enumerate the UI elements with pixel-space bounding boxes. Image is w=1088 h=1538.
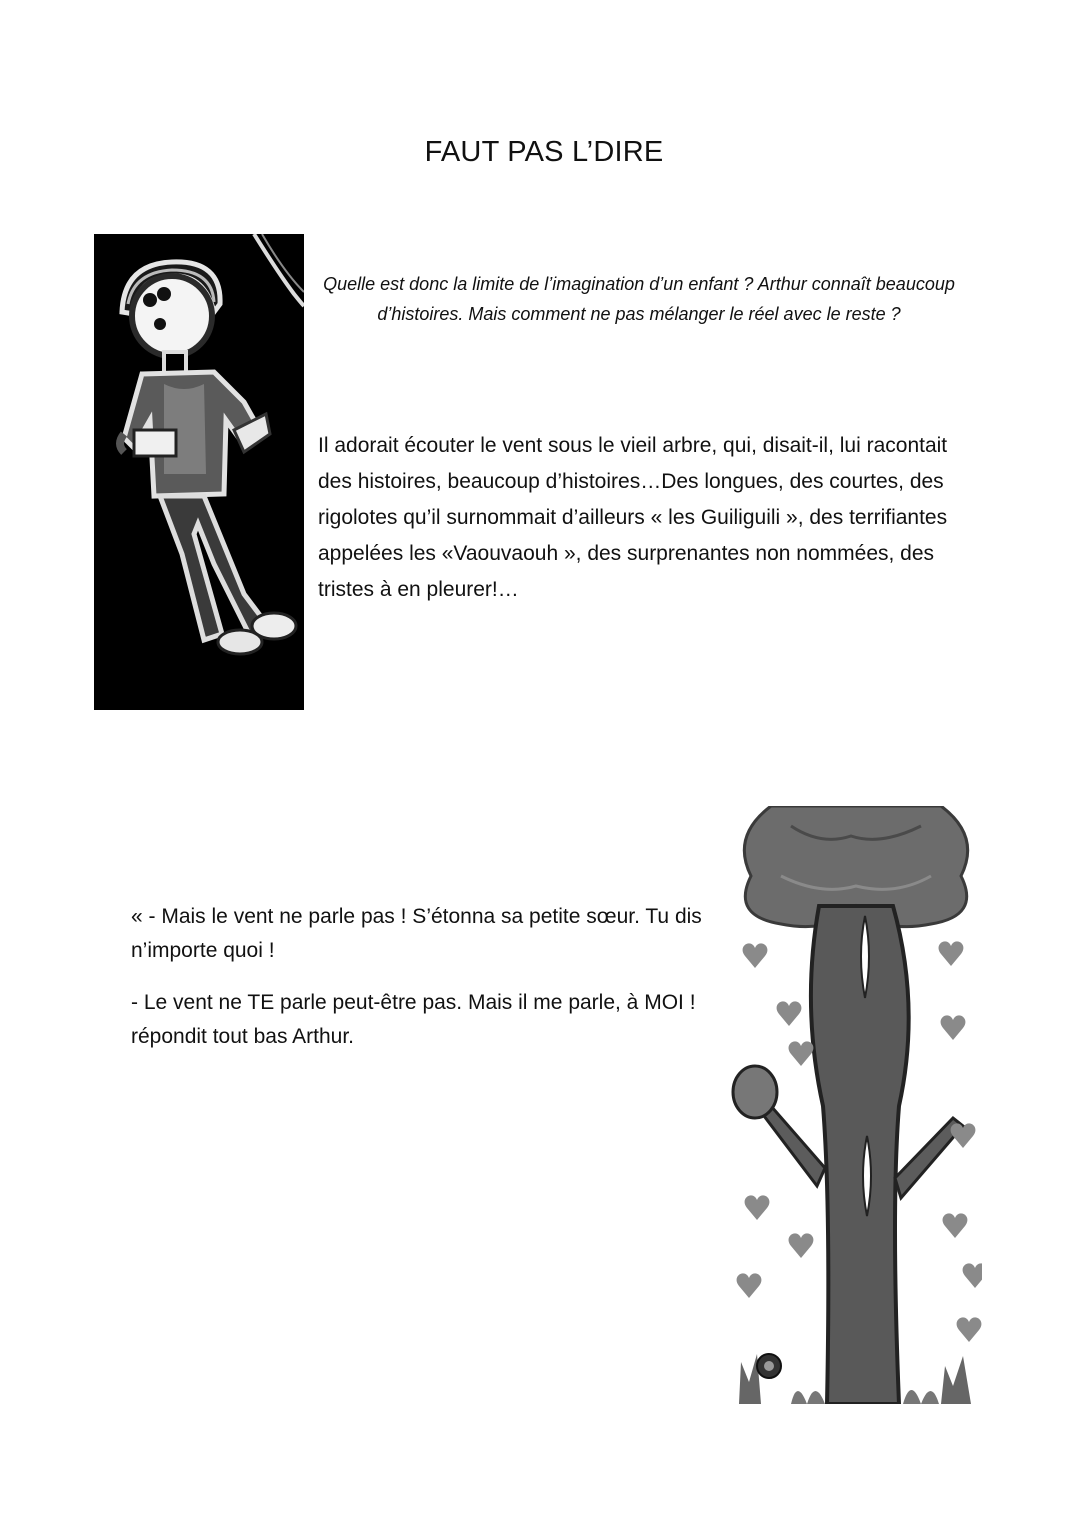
dialogue-line-arthur: - Le vent ne TE parle peut-être pas. Mais il me parle, à MOI ! répondit tout bas Arthur. [131,991,696,1048]
dialogue-block [131,900,711,1072]
story-paragraph: Il adorait écouter le vent sous le vieil arbre, qui, disait-il, lui racontait des histoires, beaucoup d’histoires…Des longues, des courtes, des rigolotes qu’il surnommait d’ailleurs « les Guiliguili », des terrifiantes appelées les «Vaouvaouh », des surprenantes non nommées, des tristes à en pleurer!… [318,434,948,601]
tree-illustration [731,806,982,1404]
boy-drawing-icon [94,234,304,710]
intro-text: Quelle est donc la limite de l’imagination d’un enfant ? Arthur connaît beaucoup d’histoires. Mais comment ne pas mélanger le réel avec le reste ? [323,274,955,324]
boy-illustration [94,234,304,710]
page-title: FAUT PAS L’DIRE [424,136,664,168]
dialogue-line-sister: « - Mais le vent ne parle pas ! S’étonna sa petite sœur. Tu dis n’importe quoi ! [131,905,702,962]
tree-drawing-icon [731,806,982,1404]
